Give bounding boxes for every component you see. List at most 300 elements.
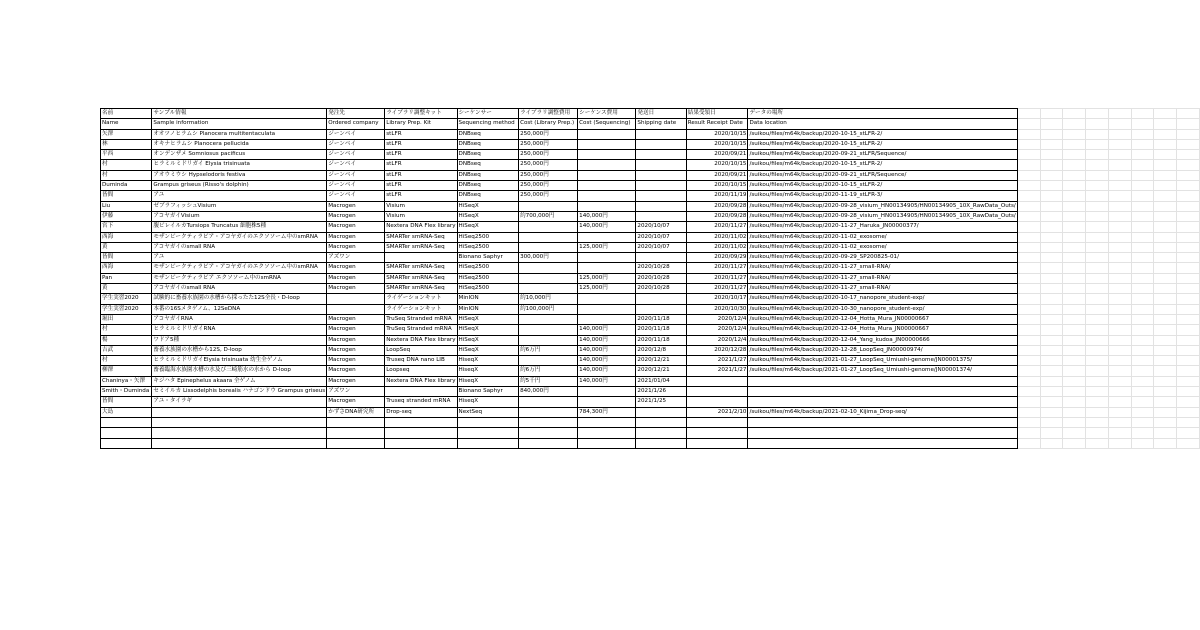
table-cell[interactable]: 2020/11/27: [686, 263, 748, 273]
empty-cell[interactable]: [1040, 438, 1063, 448]
table-cell[interactable]: Smith・Duminda: [101, 387, 152, 397]
table-cell[interactable]: [457, 417, 519, 427]
table-cell[interactable]: 皆間: [101, 253, 152, 263]
empty-cell[interactable]: [1177, 181, 1200, 191]
empty-cell[interactable]: [1040, 139, 1063, 149]
empty-cell[interactable]: [1131, 387, 1154, 397]
table-cell[interactable]: [519, 232, 578, 242]
empty-cell[interactable]: [1063, 387, 1086, 397]
empty-cell[interactable]: [1040, 119, 1063, 129]
table-cell[interactable]: [327, 428, 385, 438]
empty-cell[interactable]: [1108, 356, 1131, 366]
table-cell[interactable]: /suikou/files/m64k/backup/2020-11-02_exosome/: [748, 232, 1017, 242]
empty-cell[interactable]: [1131, 181, 1154, 191]
empty-cell[interactable]: [1086, 428, 1109, 438]
empty-cell[interactable]: [1154, 366, 1177, 376]
table-cell[interactable]: [519, 356, 578, 366]
empty-cell[interactable]: [1177, 376, 1200, 386]
table-cell[interactable]: 2020/10/30: [686, 304, 748, 314]
table-cell[interactable]: Macrogen: [327, 201, 385, 211]
empty-cell[interactable]: [1131, 232, 1154, 242]
table-cell[interactable]: [519, 201, 578, 211]
table-cell[interactable]: 140,000円: [578, 366, 636, 376]
table-cell[interactable]: 西海: [101, 263, 152, 273]
table-cell[interactable]: [327, 417, 385, 427]
table-cell[interactable]: Sample information: [152, 119, 327, 129]
empty-cell[interactable]: [1177, 150, 1200, 160]
table-cell[interactable]: 村: [101, 356, 152, 366]
table-cell[interactable]: [519, 263, 578, 273]
table-cell[interactable]: 発注先: [327, 109, 385, 119]
empty-cell[interactable]: [1017, 119, 1040, 129]
table-cell[interactable]: [636, 139, 686, 149]
table-cell[interactable]: Macrogen: [327, 222, 385, 232]
empty-cell[interactable]: [1154, 129, 1177, 139]
table-cell[interactable]: 2020/10/07: [636, 242, 686, 252]
empty-cell[interactable]: [1040, 263, 1063, 273]
table-cell[interactable]: Chaninya・矢澤: [101, 376, 152, 386]
empty-cell[interactable]: [1131, 325, 1154, 335]
table-cell[interactable]: [578, 314, 636, 324]
table-cell[interactable]: [385, 387, 457, 397]
empty-cell[interactable]: [1108, 150, 1131, 160]
table-cell[interactable]: [578, 201, 636, 211]
table-cell[interactable]: /suikou/files/m64k/backup/2020-10-30_nanopore_student-exp/: [748, 304, 1017, 314]
empty-cell[interactable]: [1108, 304, 1131, 314]
table-cell[interactable]: [385, 438, 457, 448]
empty-cell[interactable]: [1154, 232, 1177, 242]
empty-cell[interactable]: [1040, 242, 1063, 252]
table-cell[interactable]: 学生実習2020: [101, 294, 152, 304]
empty-cell[interactable]: [1040, 345, 1063, 355]
empty-cell[interactable]: [1131, 109, 1154, 119]
empty-cell[interactable]: [1017, 222, 1040, 232]
table-cell[interactable]: [636, 211, 686, 221]
table-cell[interactable]: /suikou/files/m64k/backup/2020-09-28_visium_HN00134905/HN00134905_10X_RawData_Outs/: [748, 211, 1017, 221]
table-cell[interactable]: 140,000円: [578, 325, 636, 335]
table-cell[interactable]: Library Prep. Kit: [385, 119, 457, 129]
empty-cell[interactable]: [1086, 284, 1109, 294]
empty-cell[interactable]: [1017, 263, 1040, 273]
empty-cell[interactable]: [1108, 232, 1131, 242]
empty-cell[interactable]: [1177, 428, 1200, 438]
empty-cell[interactable]: [1108, 397, 1131, 407]
table-cell[interactable]: 125,000円: [578, 273, 636, 283]
table-cell[interactable]: 腹ビレイルカTursiops Truncatus 細胞株5種: [152, 222, 327, 232]
table-cell[interactable]: DNBseq: [457, 150, 519, 160]
table-cell[interactable]: 学生実習2020: [101, 304, 152, 314]
table-cell[interactable]: 宮下: [101, 222, 152, 232]
table-cell[interactable]: stLFR: [385, 170, 457, 180]
table-cell[interactable]: [457, 438, 519, 448]
table-cell[interactable]: Macrogen: [327, 376, 385, 386]
table-cell[interactable]: ヒラミルミドリガイRNA: [152, 325, 327, 335]
table-cell[interactable]: Name: [101, 119, 152, 129]
table-cell[interactable]: TruSeq Stranded mRNA: [385, 314, 457, 324]
table-cell[interactable]: 伊藤: [101, 211, 152, 221]
table-cell[interactable]: HiSeq2500: [457, 284, 519, 294]
empty-cell[interactable]: [1177, 129, 1200, 139]
table-cell[interactable]: ライブラリ調整キット: [385, 109, 457, 119]
empty-cell[interactable]: [1040, 170, 1063, 180]
table-cell[interactable]: 2021/01/04: [636, 376, 686, 386]
table-cell[interactable]: /suikou/files/m64k/backup/2020-12-04_Yang_kudoa_JN00000666: [748, 335, 1017, 345]
table-cell[interactable]: 2020/11/02: [686, 232, 748, 242]
table-cell[interactable]: 皆間: [101, 191, 152, 201]
empty-cell[interactable]: [1177, 201, 1200, 211]
empty-cell[interactable]: [1154, 263, 1177, 273]
empty-cell[interactable]: [1017, 345, 1040, 355]
table-cell[interactable]: [636, 407, 686, 417]
empty-cell[interactable]: [1086, 253, 1109, 263]
empty-cell[interactable]: [1108, 376, 1131, 386]
empty-cell[interactable]: [1154, 150, 1177, 160]
table-cell[interactable]: Macrogen: [327, 345, 385, 355]
table-cell[interactable]: [578, 438, 636, 448]
table-cell[interactable]: [748, 387, 1017, 397]
table-cell[interactable]: DNBseq: [457, 181, 519, 191]
empty-cell[interactable]: [1063, 325, 1086, 335]
empty-cell[interactable]: [1154, 387, 1177, 397]
table-cell[interactable]: モザンビークティラピア・アコヤガイのエクソソーム中のsmRNA: [152, 232, 327, 242]
empty-cell[interactable]: [1040, 191, 1063, 201]
table-cell[interactable]: 2020/12/4: [686, 325, 748, 335]
empty-cell[interactable]: [1131, 170, 1154, 180]
empty-cell[interactable]: [1017, 109, 1040, 119]
table-cell[interactable]: 2020/10/28: [636, 284, 686, 294]
table-cell[interactable]: [578, 139, 636, 149]
table-cell[interactable]: ヒラミルミドリガイElysia trisinuata 幼生全ゲノム: [152, 356, 327, 366]
table-cell[interactable]: 2020/10/17: [686, 294, 748, 304]
empty-cell[interactable]: [1086, 263, 1109, 273]
empty-cell[interactable]: [1040, 294, 1063, 304]
empty-cell[interactable]: [1108, 170, 1131, 180]
table-cell[interactable]: Macrogen: [327, 366, 385, 376]
table-cell[interactable]: [578, 160, 636, 170]
empty-cell[interactable]: [1177, 345, 1200, 355]
empty-cell[interactable]: [1063, 335, 1086, 345]
empty-cell[interactable]: [1017, 428, 1040, 438]
table-cell[interactable]: ワドア5種: [152, 335, 327, 345]
table-cell[interactable]: 2020/09/21: [686, 170, 748, 180]
empty-cell[interactable]: [1086, 314, 1109, 324]
table-cell[interactable]: [578, 263, 636, 273]
table-cell[interactable]: 2020/12/21: [636, 366, 686, 376]
table-cell[interactable]: [519, 222, 578, 232]
table-cell[interactable]: データの場所: [748, 109, 1017, 119]
empty-cell[interactable]: [1108, 222, 1131, 232]
empty-cell[interactable]: [1131, 273, 1154, 283]
empty-cell[interactable]: [1131, 304, 1154, 314]
empty-cell[interactable]: [1154, 109, 1177, 119]
empty-cell[interactable]: [1040, 160, 1063, 170]
table-cell[interactable]: HiSeqX: [457, 222, 519, 232]
empty-cell[interactable]: [1063, 407, 1086, 417]
table-cell[interactable]: [578, 181, 636, 191]
table-cell[interactable]: 吉武: [101, 345, 152, 355]
table-cell[interactable]: ジーンベイ: [327, 170, 385, 180]
empty-cell[interactable]: [1017, 232, 1040, 242]
empty-cell[interactable]: [1063, 417, 1086, 427]
empty-cell[interactable]: [1131, 242, 1154, 252]
table-cell[interactable]: HiSeq2500: [457, 263, 519, 273]
empty-cell[interactable]: [1108, 109, 1131, 119]
table-cell[interactable]: MinION: [457, 304, 519, 314]
empty-cell[interactable]: [1040, 314, 1063, 324]
table-cell[interactable]: HiSeq2500: [457, 273, 519, 283]
table-cell[interactable]: 黄: [101, 284, 152, 294]
table-cell[interactable]: [385, 253, 457, 263]
empty-cell[interactable]: [1063, 397, 1086, 407]
table-cell[interactable]: 2020/12/21: [636, 356, 686, 366]
empty-cell[interactable]: [1086, 160, 1109, 170]
empty-cell[interactable]: [1177, 232, 1200, 242]
empty-cell[interactable]: [1086, 356, 1109, 366]
empty-cell[interactable]: [1108, 253, 1131, 263]
empty-cell[interactable]: [1063, 232, 1086, 242]
empty-cell[interactable]: [1108, 242, 1131, 252]
empty-cell[interactable]: [1063, 170, 1086, 180]
empty-cell[interactable]: [1086, 387, 1109, 397]
table-cell[interactable]: [519, 417, 578, 427]
table-cell[interactable]: [636, 253, 686, 263]
table-cell[interactable]: かずさDNA研究所: [327, 407, 385, 417]
table-cell[interactable]: 140,000円: [578, 376, 636, 386]
empty-cell[interactable]: [1154, 201, 1177, 211]
empty-cell[interactable]: [1040, 407, 1063, 417]
empty-cell[interactable]: [1017, 273, 1040, 283]
empty-cell[interactable]: [1177, 304, 1200, 314]
empty-cell[interactable]: [1017, 325, 1040, 335]
table-cell[interactable]: キジハタ Epinephelus akaara 全ゲノム: [152, 376, 327, 386]
empty-cell[interactable]: [1086, 376, 1109, 386]
table-cell[interactable]: [519, 335, 578, 345]
empty-cell[interactable]: [1131, 376, 1154, 386]
empty-cell[interactable]: [1017, 304, 1040, 314]
empty-cell[interactable]: [1131, 397, 1154, 407]
table-cell[interactable]: [748, 376, 1017, 386]
table-cell[interactable]: /suikou/files/m64k/backup/2020-09-28_visium_HN00134905/HN00134905_10X_RawData_Outs/: [748, 201, 1017, 211]
empty-cell[interactable]: [1063, 263, 1086, 273]
table-cell[interactable]: 皆間: [101, 397, 152, 407]
table-cell[interactable]: 2020/11/27: [686, 222, 748, 232]
empty-cell[interactable]: [1063, 222, 1086, 232]
table-cell[interactable]: 250,000円: [519, 129, 578, 139]
table-cell[interactable]: 村: [101, 325, 152, 335]
table-cell[interactable]: アズワン: [327, 387, 385, 397]
table-cell[interactable]: 2020/10/15: [686, 139, 748, 149]
table-cell[interactable]: /suikou/files/m64k/backup/2020-10-15_stLFR-2/: [748, 160, 1017, 170]
empty-cell[interactable]: [1154, 325, 1177, 335]
table-cell[interactable]: /suikou/files/m64k/backup/2020-10-15_stLFR-2/: [748, 129, 1017, 139]
table-cell[interactable]: 2020/12/4: [686, 314, 748, 324]
table-cell[interactable]: Loopseq: [385, 366, 457, 376]
table-cell[interactable]: ジーンベイ: [327, 160, 385, 170]
table-cell[interactable]: 250,000円: [519, 170, 578, 180]
table-cell[interactable]: Pan: [101, 273, 152, 283]
table-cell[interactable]: HiSeqX: [457, 335, 519, 345]
table-cell[interactable]: シーケンス費用: [578, 109, 636, 119]
empty-cell[interactable]: [1017, 376, 1040, 386]
table-cell[interactable]: [578, 129, 636, 139]
table-cell[interactable]: Truseq stranded mRNA: [385, 397, 457, 407]
empty-cell[interactable]: [1131, 366, 1154, 376]
table-cell[interactable]: /suikou/files/m64k/backup/2020-09-21_stLFR/Sequence/: [748, 150, 1017, 160]
table-cell[interactable]: Duminda: [101, 181, 152, 191]
table-cell[interactable]: [519, 397, 578, 407]
empty-cell[interactable]: [1017, 253, 1040, 263]
empty-cell[interactable]: [1131, 201, 1154, 211]
empty-cell[interactable]: [1177, 325, 1200, 335]
table-cell[interactable]: DNBseq: [457, 191, 519, 201]
table-cell[interactable]: 140,000円: [578, 211, 636, 221]
empty-cell[interactable]: [1108, 273, 1131, 283]
table-cell[interactable]: [686, 428, 748, 438]
table-cell[interactable]: 2020/12/28: [686, 345, 748, 355]
table-cell[interactable]: DNBseq: [457, 139, 519, 149]
table-cell[interactable]: 300,000円: [519, 253, 578, 263]
table-cell[interactable]: [519, 428, 578, 438]
empty-cell[interactable]: [1086, 325, 1109, 335]
empty-cell[interactable]: [1154, 253, 1177, 263]
table-cell[interactable]: 2020/12/8: [636, 345, 686, 355]
table-cell[interactable]: 840,000円: [519, 387, 578, 397]
empty-cell[interactable]: [1063, 129, 1086, 139]
table-cell[interactable]: [636, 304, 686, 314]
table-cell[interactable]: 楊: [101, 335, 152, 345]
table-cell[interactable]: 2020/10/15: [686, 160, 748, 170]
table-cell[interactable]: アコヤガイRNA: [152, 314, 327, 324]
empty-cell[interactable]: [1086, 150, 1109, 160]
table-cell[interactable]: Bionano Saphyr: [457, 387, 519, 397]
empty-cell[interactable]: [1177, 397, 1200, 407]
table-cell[interactable]: MinION: [457, 294, 519, 304]
table-cell[interactable]: stLFR: [385, 160, 457, 170]
table-cell[interactable]: /suikou/files/m64k/backup/2020-09-29_SP200825-01/: [748, 253, 1017, 263]
table-cell[interactable]: セミイルカ Lissodelphis borealis ハナゴンドウ Grampus griseus: [152, 387, 327, 397]
table-cell[interactable]: /suikou/files/m64k/backup/2020-10-15_stLFR-2/: [748, 181, 1017, 191]
empty-cell[interactable]: [1154, 417, 1177, 427]
empty-cell[interactable]: [1040, 397, 1063, 407]
table-cell[interactable]: 約10,000円: [519, 294, 578, 304]
table-cell[interactable]: [748, 417, 1017, 427]
empty-cell[interactable]: [1040, 325, 1063, 335]
empty-cell[interactable]: [1017, 129, 1040, 139]
empty-cell[interactable]: [1086, 211, 1109, 221]
table-cell[interactable]: 125,000円: [578, 284, 636, 294]
table-cell[interactable]: [686, 438, 748, 448]
empty-cell[interactable]: [1063, 438, 1086, 448]
table-cell[interactable]: [686, 387, 748, 397]
table-cell[interactable]: ジーンベイ: [327, 139, 385, 149]
empty-cell[interactable]: [1177, 335, 1200, 345]
table-cell[interactable]: [152, 438, 327, 448]
table-cell[interactable]: 林: [101, 139, 152, 149]
table-cell[interactable]: Macrogen: [327, 211, 385, 221]
empty-cell[interactable]: [1086, 407, 1109, 417]
empty-cell[interactable]: [1086, 438, 1109, 448]
table-cell[interactable]: オオツノヒラムシ Planocera multitentaculata: [152, 129, 327, 139]
table-cell[interactable]: HiseqX: [457, 376, 519, 386]
table-cell[interactable]: 140,000円: [578, 345, 636, 355]
table-cell[interactable]: [686, 397, 748, 407]
empty-cell[interactable]: [1177, 160, 1200, 170]
table-cell[interactable]: [636, 191, 686, 201]
empty-cell[interactable]: [1131, 191, 1154, 201]
table-cell[interactable]: Macrogen: [327, 242, 385, 252]
table-cell[interactable]: 140,000円: [578, 335, 636, 345]
table-cell[interactable]: Sequencing method: [457, 119, 519, 129]
empty-cell[interactable]: [1154, 407, 1177, 417]
empty-cell[interactable]: [1040, 376, 1063, 386]
table-cell[interactable]: アズワン: [327, 253, 385, 263]
empty-cell[interactable]: [1063, 304, 1086, 314]
empty-cell[interactable]: [1086, 119, 1109, 129]
empty-cell[interactable]: [1177, 407, 1200, 417]
empty-cell[interactable]: [1063, 376, 1086, 386]
empty-cell[interactable]: [1131, 119, 1154, 129]
empty-cell[interactable]: [1063, 345, 1086, 355]
table-cell[interactable]: /suikou/files/m64k/backup/2020-12-28_LoopSeq_JN00000974/: [748, 345, 1017, 355]
table-cell[interactable]: DNBseq: [457, 170, 519, 180]
empty-cell[interactable]: [1040, 335, 1063, 345]
table-cell[interactable]: /suikou/files/m64k/backup/2020-09-21_stLFR/Sequence/: [748, 170, 1017, 180]
table-cell[interactable]: DNBseq: [457, 129, 519, 139]
table-cell[interactable]: 約6万円: [519, 366, 578, 376]
empty-cell[interactable]: [1131, 222, 1154, 232]
empty-cell[interactable]: [1063, 242, 1086, 252]
empty-cell[interactable]: [1063, 294, 1086, 304]
table-cell[interactable]: 140,000円: [578, 222, 636, 232]
empty-cell[interactable]: [1017, 150, 1040, 160]
empty-cell[interactable]: [1040, 222, 1063, 232]
empty-cell[interactable]: [1154, 160, 1177, 170]
empty-cell[interactable]: [1131, 160, 1154, 170]
empty-cell[interactable]: [1177, 417, 1200, 427]
table-cell[interactable]: [152, 407, 327, 417]
table-cell[interactable]: 堀田: [101, 314, 152, 324]
table-cell[interactable]: Cost (Sequencing): [578, 119, 636, 129]
empty-cell[interactable]: [1086, 345, 1109, 355]
empty-cell[interactable]: [1063, 181, 1086, 191]
table-cell[interactable]: Data location: [748, 119, 1017, 129]
table-cell[interactable]: stLFR: [385, 191, 457, 201]
table-cell[interactable]: 試験的に畜養水族園の水槽から採ったた12S全長・D-loop: [152, 294, 327, 304]
table-cell[interactable]: /suikou/files/m64k/backup/2020-11-27_small-RNA/: [748, 273, 1017, 283]
empty-cell[interactable]: [1017, 407, 1040, 417]
table-cell[interactable]: Macrogen: [327, 314, 385, 324]
table-cell[interactable]: HiSeqX: [457, 345, 519, 355]
empty-cell[interactable]: [1017, 417, 1040, 427]
table-cell[interactable]: アコヤガイのsmall RNA: [152, 242, 327, 252]
table-cell[interactable]: モザンビークティラピア・アコヤガイのエクソソーム中のsmRNA: [152, 263, 327, 273]
table-cell[interactable]: [578, 232, 636, 242]
empty-cell[interactable]: [1154, 294, 1177, 304]
empty-cell[interactable]: [1177, 284, 1200, 294]
empty-cell[interactable]: [1131, 294, 1154, 304]
empty-cell[interactable]: [1040, 417, 1063, 427]
table-cell[interactable]: HiSeqX: [457, 314, 519, 324]
empty-cell[interactable]: [1108, 325, 1131, 335]
table-cell[interactable]: [519, 273, 578, 283]
empty-cell[interactable]: [1108, 129, 1131, 139]
table-cell[interactable]: stLFR: [385, 139, 457, 149]
table-cell[interactable]: Macrogen: [327, 232, 385, 242]
empty-cell[interactable]: [1086, 366, 1109, 376]
empty-cell[interactable]: [1086, 294, 1109, 304]
table-cell[interactable]: 黄: [101, 242, 152, 252]
table-cell[interactable]: [578, 294, 636, 304]
